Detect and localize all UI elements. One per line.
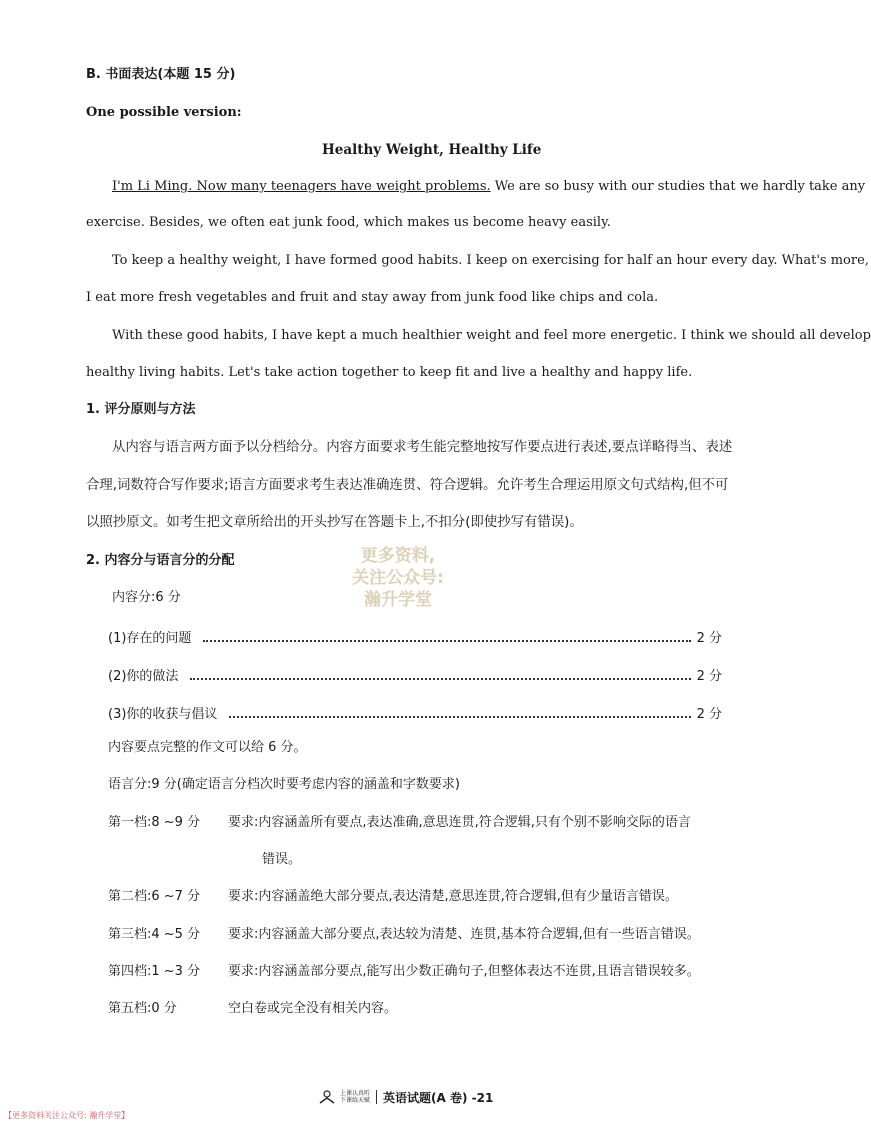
- dot-leader: [190, 668, 690, 680]
- content-item-2: [108, 665, 722, 684]
- principles-line-2: 合理,词数符合写作要求;语言方面要求考生表达准确连贯、符合逻辑。允许考生合理运用原文句式结构,但不可: [86, 478, 729, 493]
- publisher-logo-icon: [318, 1089, 336, 1105]
- language-score: 语言分:9 分(确定语言分档次时要考虑内容的涵盖和字数要求): [108, 777, 460, 792]
- essay-p1-text: We are so busy with our studies that we hardly take any: [490, 179, 866, 194]
- content-item-points: 2 分: [696, 707, 722, 722]
- principles-heading: 1. 评分原则与方法: [86, 402, 196, 417]
- essay-opening-sentence: I'm Li Ming. Now many teenagers have weight problems.: [112, 179, 491, 194]
- grade-1-requirement: 要求:内容涵盖所有要点,表达准确,意思连贯,符合逻辑,只有个别不影响交际的语言: [228, 815, 691, 830]
- grade-5-requirement: 空白卷或完全没有相关内容。: [228, 1001, 398, 1016]
- section-heading: B. 书面表达(本题 15 分): [86, 67, 236, 82]
- essay-paragraph-1-line-1: [112, 179, 865, 195]
- content-item-label: (3)你的收获与倡议: [108, 707, 218, 722]
- dot-leader: [229, 706, 690, 718]
- essay-title: Healthy Weight, Healthy Life: [322, 142, 542, 158]
- grade-2-label: 第二档:6 ~7 分: [108, 889, 201, 904]
- dot-leader: [203, 630, 690, 642]
- grade-5-label: 第五档:0 分: [108, 1001, 177, 1016]
- content-item-points: 2 分: [696, 631, 722, 646]
- grade-2-requirement: 要求:内容涵盖绝大部分要点,表达清楚,意思连贯,符合逻辑,但有少量语言错误。: [228, 889, 678, 904]
- watermark-line-1: 更多资料,: [360, 546, 436, 566]
- footer-page-label: 英语试题(A 卷) -21: [383, 1090, 494, 1105]
- grade-3-requirement: 要求:内容涵盖大部分要点,表达较为清楚、连贯,基本符合逻辑,但有一些语言错误。: [228, 927, 700, 942]
- content-item-points: 2 分: [696, 669, 722, 684]
- side-note: 【更多资料关注公众号: 瀚升学堂】: [4, 1111, 130, 1120]
- essay-paragraph-3-line-1: With these good habits, I have kept a much healthier weight and feel more energetic. I think we should all develop: [112, 328, 871, 343]
- version-label: One possible version:: [86, 105, 242, 120]
- essay-paragraph-1-line-2: exercise. Besides, we often eat junk food, which makes us become heavy easily.: [86, 215, 611, 230]
- footer-divider: [376, 1090, 377, 1104]
- content-item-label: (1)存在的问题: [108, 631, 192, 646]
- essay-paragraph-2-line-1: To keep a healthy weight, I have formed good habits. I keep on exercising for half an hour every day. What's more,: [112, 253, 869, 268]
- watermark-line-2: 关注公众号:: [352, 568, 444, 588]
- grade-3-label: 第三档:4 ~5 分: [108, 927, 201, 942]
- essay-paragraph-3-line-2: healthy living habits. Let's take action together to keep fit and live a healthy and happy life.: [86, 365, 693, 380]
- grade-1-label: 第一档:8 ~9 分: [108, 815, 201, 830]
- principles-line-1: 从内容与语言两方面予以分档给分。内容方面要求考生能完整地按写作要点进行表述,要点详略得当、表述: [112, 440, 733, 455]
- publisher-slogan-line-2: 下课练天赋: [340, 1097, 371, 1104]
- content-score: 内容分:6 分: [112, 590, 181, 605]
- publisher-slogan-line-1: 上课认真听: [340, 1090, 371, 1097]
- page-footer: [318, 1087, 493, 1107]
- grade-1-requirement-cont: 错误。: [262, 852, 302, 867]
- watermark-line-3: 瀚升学堂: [364, 590, 432, 610]
- grade-4-label: 第四档:1 ~3 分: [108, 964, 201, 979]
- essay-paragraph-2-line-2: I eat more fresh vegetables and fruit and stay away from junk food like chips and cola.: [86, 290, 659, 305]
- content-item-1: [108, 627, 722, 646]
- distribution-heading: 2. 内容分与语言分的分配: [86, 553, 235, 568]
- content-item-label: (2)你的做法: [108, 669, 179, 684]
- principles-line-3: 以照抄原文。如考生把文章所给出的开头抄写在答题卡上,不扣分(即使抄写有错误)。: [86, 515, 583, 530]
- content-note: 内容要点完整的作文可以给 6 分。: [108, 740, 307, 755]
- grade-4-requirement: 要求:内容涵盖部分要点,能写出少数正确句子,但整体表达不连贯,且语言错误较多。: [228, 964, 700, 979]
- content-item-3: [108, 703, 722, 722]
- publisher-slogan: [340, 1090, 370, 1104]
- watermark: [318, 528, 478, 628]
